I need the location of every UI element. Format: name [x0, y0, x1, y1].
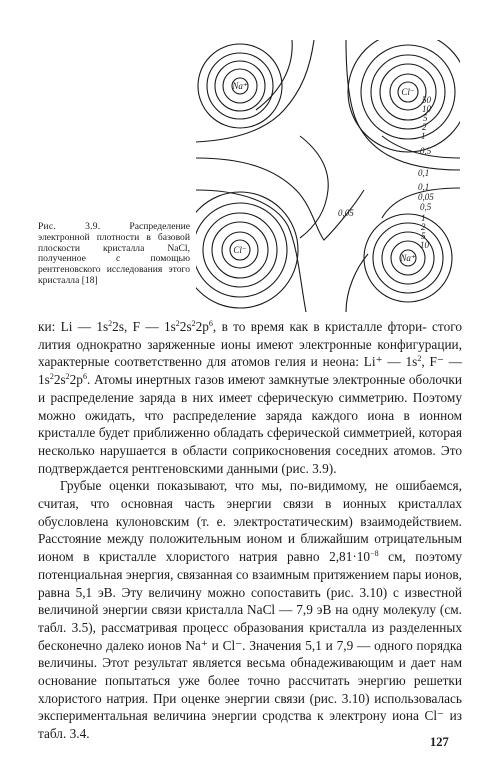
- paragraph-1: [38, 318, 462, 477]
- contour-label: 1: [421, 213, 426, 223]
- paragraph-2: [38, 477, 462, 743]
- text-run: замкнутые электронные оболочки и распределение заряда в них имеет сферическую симметрию. Поэтому можно ожидать, что распределение заряда каждого иона в ионном кристалле будет приближенно обладать сферической симметрией, которая несколько нарушается в области соприкосновения соседних атомов. Это подтверждается рентгеновскими данными (рис. 3.9).: [38, 372, 463, 476]
- superscript: 2: [417, 354, 422, 364]
- electron-density-contour-map: [196, 40, 460, 312]
- superscript: 2: [175, 319, 180, 328]
- body-text: [38, 318, 462, 743]
- ion-cl-top: Cl⁻: [401, 87, 415, 97]
- text-run: ки: Li — 1s: [38, 319, 109, 334]
- page-number: 127: [430, 735, 449, 749]
- text-run: 2p: [195, 319, 209, 334]
- superscript: 2: [191, 319, 196, 328]
- ion-na-bottom: Na⁺: [400, 253, 416, 263]
- contour-label: 0,1: [418, 182, 430, 192]
- caption-text: Распределение электронной плотности в базовой плоскости кристалла NaCl, полученное с помощью рентгеновского исследования этого кристалла [18]: [38, 221, 190, 286]
- contour-label: 0,5: [420, 146, 432, 156]
- superscript: 6: [208, 319, 213, 328]
- contour-label: 50: [422, 95, 431, 105]
- text-run: 2s: [179, 319, 192, 334]
- superscript: 2: [49, 372, 54, 382]
- contour-label: 10: [420, 240, 429, 250]
- ion-na-top: Na⁺: [232, 81, 248, 91]
- caption-label: Рис. 3.9.: [38, 221, 101, 232]
- contour-label-center: 0,05: [338, 208, 354, 218]
- superscript: −8: [370, 549, 379, 559]
- text-run: , в то время как в кристалле фтори-: [212, 319, 427, 334]
- text-run: и неона: Li⁺ — 1s: [310, 354, 418, 370]
- contour-label: 0,5: [420, 202, 432, 212]
- contour-label: 10: [422, 104, 431, 114]
- text-run: 2s: [53, 372, 66, 388]
- text-run: 2p: [69, 372, 83, 388]
- text-run: , F⁻ — 1s: [38, 354, 463, 388]
- text-run: см, поэтому потенциальная энергия, связанная со взаимным притяжением пары ионов, равна 5,1 эВ. Эту величину можно сопоставить (рис. 3.10) с известной величиной энергии связи кристалла NaCl — 7,9 эВ на одну молекулу (см. табл. 3.5), рассматривая процесс образования кристалла из разделенных бесконечно далеко ионов Na⁺ и Cl⁻. Значения 5,1 и 7,9 — одного порядка величины. Этот результат является весьма обнадеживающим и дает нам основание попытаться уже более точно рассчитать энергию решетки хлористого натрия. При оценке энергии связи (рис. 3.10) использовалась экспериментальная величина энергии сродства к электрону иона Cl⁻ из табл. 3.4.: [38, 549, 462, 742]
- contour-label: 5: [423, 113, 428, 123]
- ion-cl-bottom: Cl⁻: [233, 245, 247, 255]
- contour-value-labels: [338, 95, 434, 250]
- contour-label: 1: [421, 131, 426, 141]
- contour-label: 0,05: [418, 192, 434, 202]
- text-run: 2s, F — 1s: [112, 319, 176, 334]
- superscript: 2: [65, 372, 70, 382]
- superscript: 2: [108, 319, 113, 328]
- text-run: стого лития однократно заряженные ионы имеют электронные: [38, 319, 462, 352]
- contour-label: 5: [421, 231, 426, 241]
- contour-label: 0,1: [418, 168, 430, 178]
- text-run: конфигурации, характерные соответственно для атомов гелия: [38, 336, 462, 370]
- contour-label: 2: [421, 222, 426, 232]
- cl-bottom-contours: [196, 192, 298, 308]
- text-run: . Атомы инертных газов имеют: [86, 372, 265, 388]
- figure-caption: [38, 222, 190, 287]
- superscript: 6: [82, 372, 87, 382]
- contour-label: 2: [422, 122, 427, 132]
- text-run: Грубые оценки показывают, что мы, по-видимому, не ошибаемся, считая, что основная часть энергии связи в ионных кристаллах обусловлена кулоновским (т. е. электростатическим) взаимодействием. Расстояние между положительным ионом и ближайшим отрицательным ионом в кристалле хлористого натрия равно 2,81·10: [38, 478, 462, 565]
